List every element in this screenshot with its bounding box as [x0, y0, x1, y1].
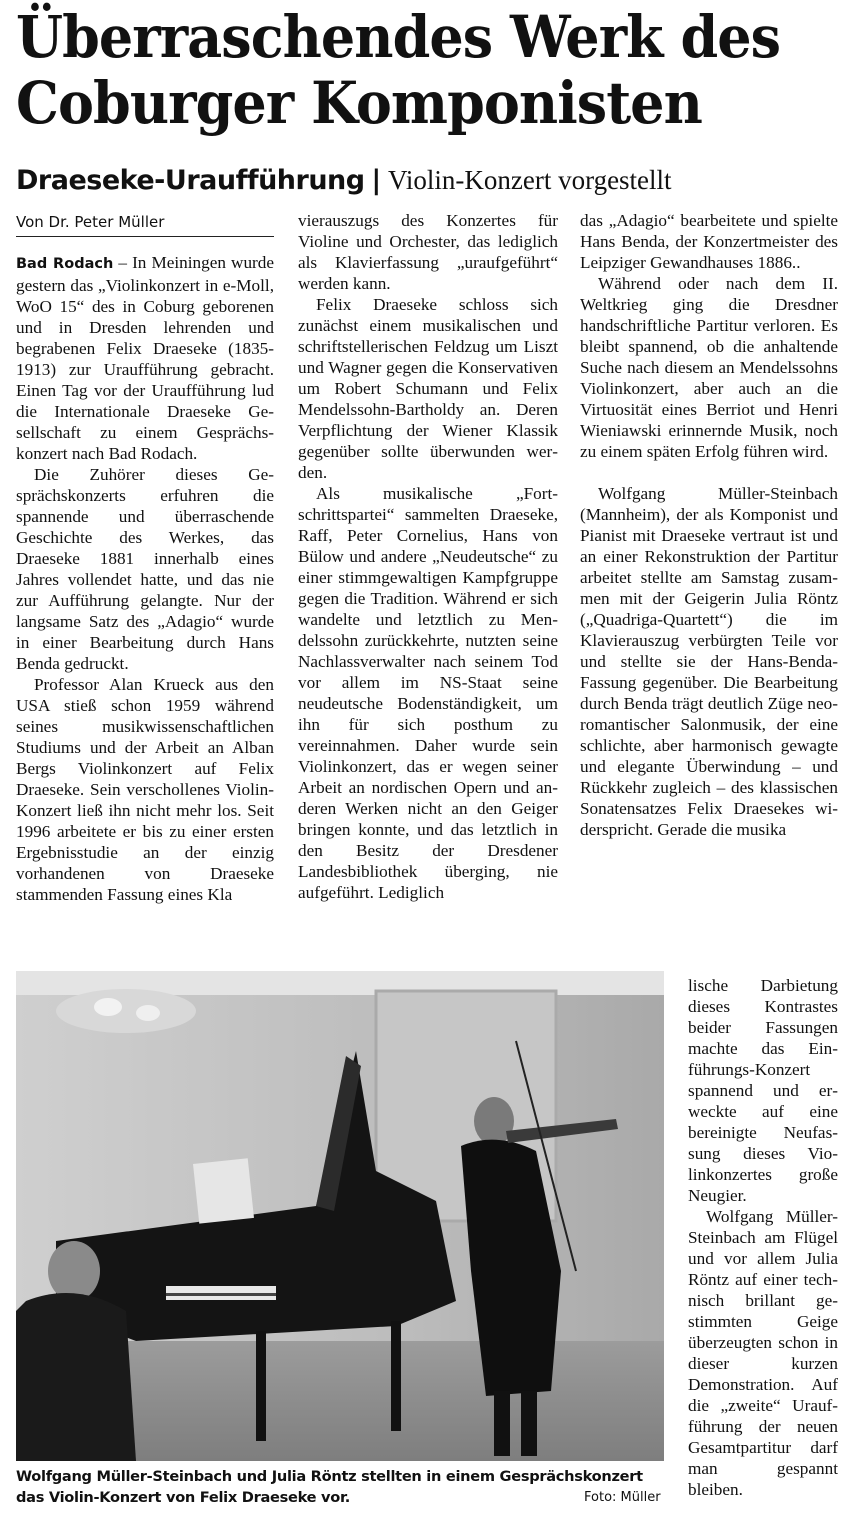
article-subheadline: [16, 162, 856, 199]
chandelier: [56, 989, 196, 1033]
concert-photo-image: [16, 971, 664, 1461]
paragraph: Wolfgang Müller-Steinbach (Mannheim), der als Komponist und Pianist mit Draeseke vertraut ist und an einer Rekonstruktion der Partitur arbeitet stellte am Samstag zusammen mit der Geigerin Julia Röntz („Quadriga-Quartett“) die im Klavierauszug verbürgten Teile vor und stellte sie der Hans-Benda-Fassung gegenüber. Die Bearbeitung durch Benda trägt deutlich Züge neoromantischer Salonmusik, der eine schlichte, aber harmonisch gewagte und elegante Überwindung – und Rückkehr zugleich – des klassischen Sonatensatzes Felix Draesekes widerspricht. Gerade die musika: [580, 484, 838, 839]
photo-caption: [16, 1466, 664, 1508]
caption-line-2: das Violin-Konzert von Felix Draeseke vor.: [16, 1489, 351, 1506]
paragraph: Als musikalische „Fortschrittspartei“ sammelten Draeseke, Raff, Peter Cornelius, Hans von Bülow und andere „Neudeutsche“ zu einer stimmgewaltigen Kampfgruppe gegen die Tradition. Während er sich wandelte und letztlich zu Mendelssohn zurückkehrte, nutzten seine Nachlassverwalter nach seinem Tod vor allem im NS-Staat seine neudeutsche Bodenständigkeit, um ihn für sich posthum zu vereinnahmen. Daher wurde sein Violinkonzert, das er wegen seiner Arbeit an nordischen Opern und anderen Werken nicht an den Geiger bringen konnte, und das letztlich in den Besitz der Dresdener Landesbibliothek überging, nie aufgeführt. Lediglich: [298, 484, 558, 902]
byline: Von Dr. Peter Müller: [16, 211, 274, 237]
subhead-kicker: Draeseke-Uraufführung: [16, 165, 365, 196]
paragraph-gap: [580, 462, 838, 483]
subhead-title: Violin-Konzert vorgestellt: [387, 165, 672, 195]
paragraph: Wolfgang Müller-Steinbach am Flügel und vor allem Julia Röntz auf einer technisch brillant gestimmten Geige überzeugten schon in dieser kurzen Demonstration. Auf die „zweite“ Uraufführung der neuen Gesamtpartitur darf man gespannt bleiben.: [688, 1207, 838, 1499]
paragraph: lische Darbietung dieses Kontrastes beider Fassungen machte das Einführungs-Konzert spannend und erweckte auf eine bereinigte Neufassung dieses Violinkonzertes große Neugier.: [688, 976, 838, 1205]
dateline: Bad Rodach: [16, 256, 114, 272]
paragraph: vierauszugs des Konzertes für Violine und Orchester, das lediglich als Klavierfassung „uraufgeführt“ werden kann.: [298, 211, 558, 293]
text-column-1: [16, 252, 274, 905]
text-column-2: [298, 210, 558, 903]
text-column-3: [580, 210, 838, 840]
paragraph: Die Zuhörer dieses Gesprächskonzerts erfuhren die spannende und überraschende Geschichte des Werkes, das Draeseke 1881 innerhalb eines Jahres vollendet hatte, und das nie zur Aufführung gelangte. Nur der langsame Satz des „Adagio“ wurde in einer Bearbeitung durch Hans Benda gedruckt.: [16, 465, 274, 673]
paragraph: das „Adagio“ bearbeitete und spielte Hans Benda, der Konzertmeister des Leipziger Gewandhauses 1886..: [580, 211, 838, 272]
caption-line-1: Wolfgang Müller-Steinbach und Julia Röntz stellten in einem Gesprächskonzert: [16, 1468, 643, 1485]
headline-line-2: Coburger Komponisten: [16, 69, 702, 137]
paragraph-text: – In Meiningen wurde gestern das „Violinkonzert in e-Moll, WoO 15“ des in Coburg geborenen und in Dresden lehrenden und begrabenen Felix Draeseke (1835-1913) zur Uraufführung gebracht. Einen Tag vor der Uraufführung lud die Internationale Draeseke Gesellschaft zu einem Gesprächskonzert nach Bad Rodach.: [16, 253, 274, 463]
headline-line-1: Überraschendes Werk des: [16, 3, 781, 71]
paragraph: Professor Alan Krueck aus den USA stieß schon 1959 während seines musikwissenschaftlichen Studiums und der Arbeit an Alban Bergs Violinkonzert auf Felix Draeseke. Sein verschollenes Violin-Konzert ließ ihn nicht mehr los. Seit 1996 arbeitete er bis zu einer ersten Ergebnisstudie an der einzig vorhandenen von Draeseke stammenden Fassung eines Kla: [16, 675, 274, 904]
paragraph: Während oder nach dem II. Weltkrieg ging die Dresdner handschriftliche Partitur verloren. Es bleibt spannend, ob die anhaltende Suche nach diesem an Mendelssohns Violinkonzert, aber auch an die Virtuosität eines Berriot und Henri Wieniawski erinnernde Musik, noch zu einem späten Erfolg führen wird.: [580, 274, 838, 461]
concert-photo: [16, 971, 664, 1461]
subhead-separator: |: [371, 165, 382, 196]
text-column-3-continued: [688, 975, 838, 1500]
paragraph: [16, 252, 274, 464]
article-headline: [16, 4, 797, 136]
photo-credit: Foto: Müller: [584, 1490, 661, 1505]
sheet-music: [193, 1158, 254, 1223]
paragraph: Felix Draeseke schloss sich zunächst einem musikalischen und schriftstellerischen Feldzug um Liszt und Wagner gegen die Konservativen um Robert Schumann und Felix Mendelssohn-Bartholdy an. Deren Verpflichtung der Wiener Klassik gegenüber sollte überwunden werden.: [298, 295, 558, 482]
